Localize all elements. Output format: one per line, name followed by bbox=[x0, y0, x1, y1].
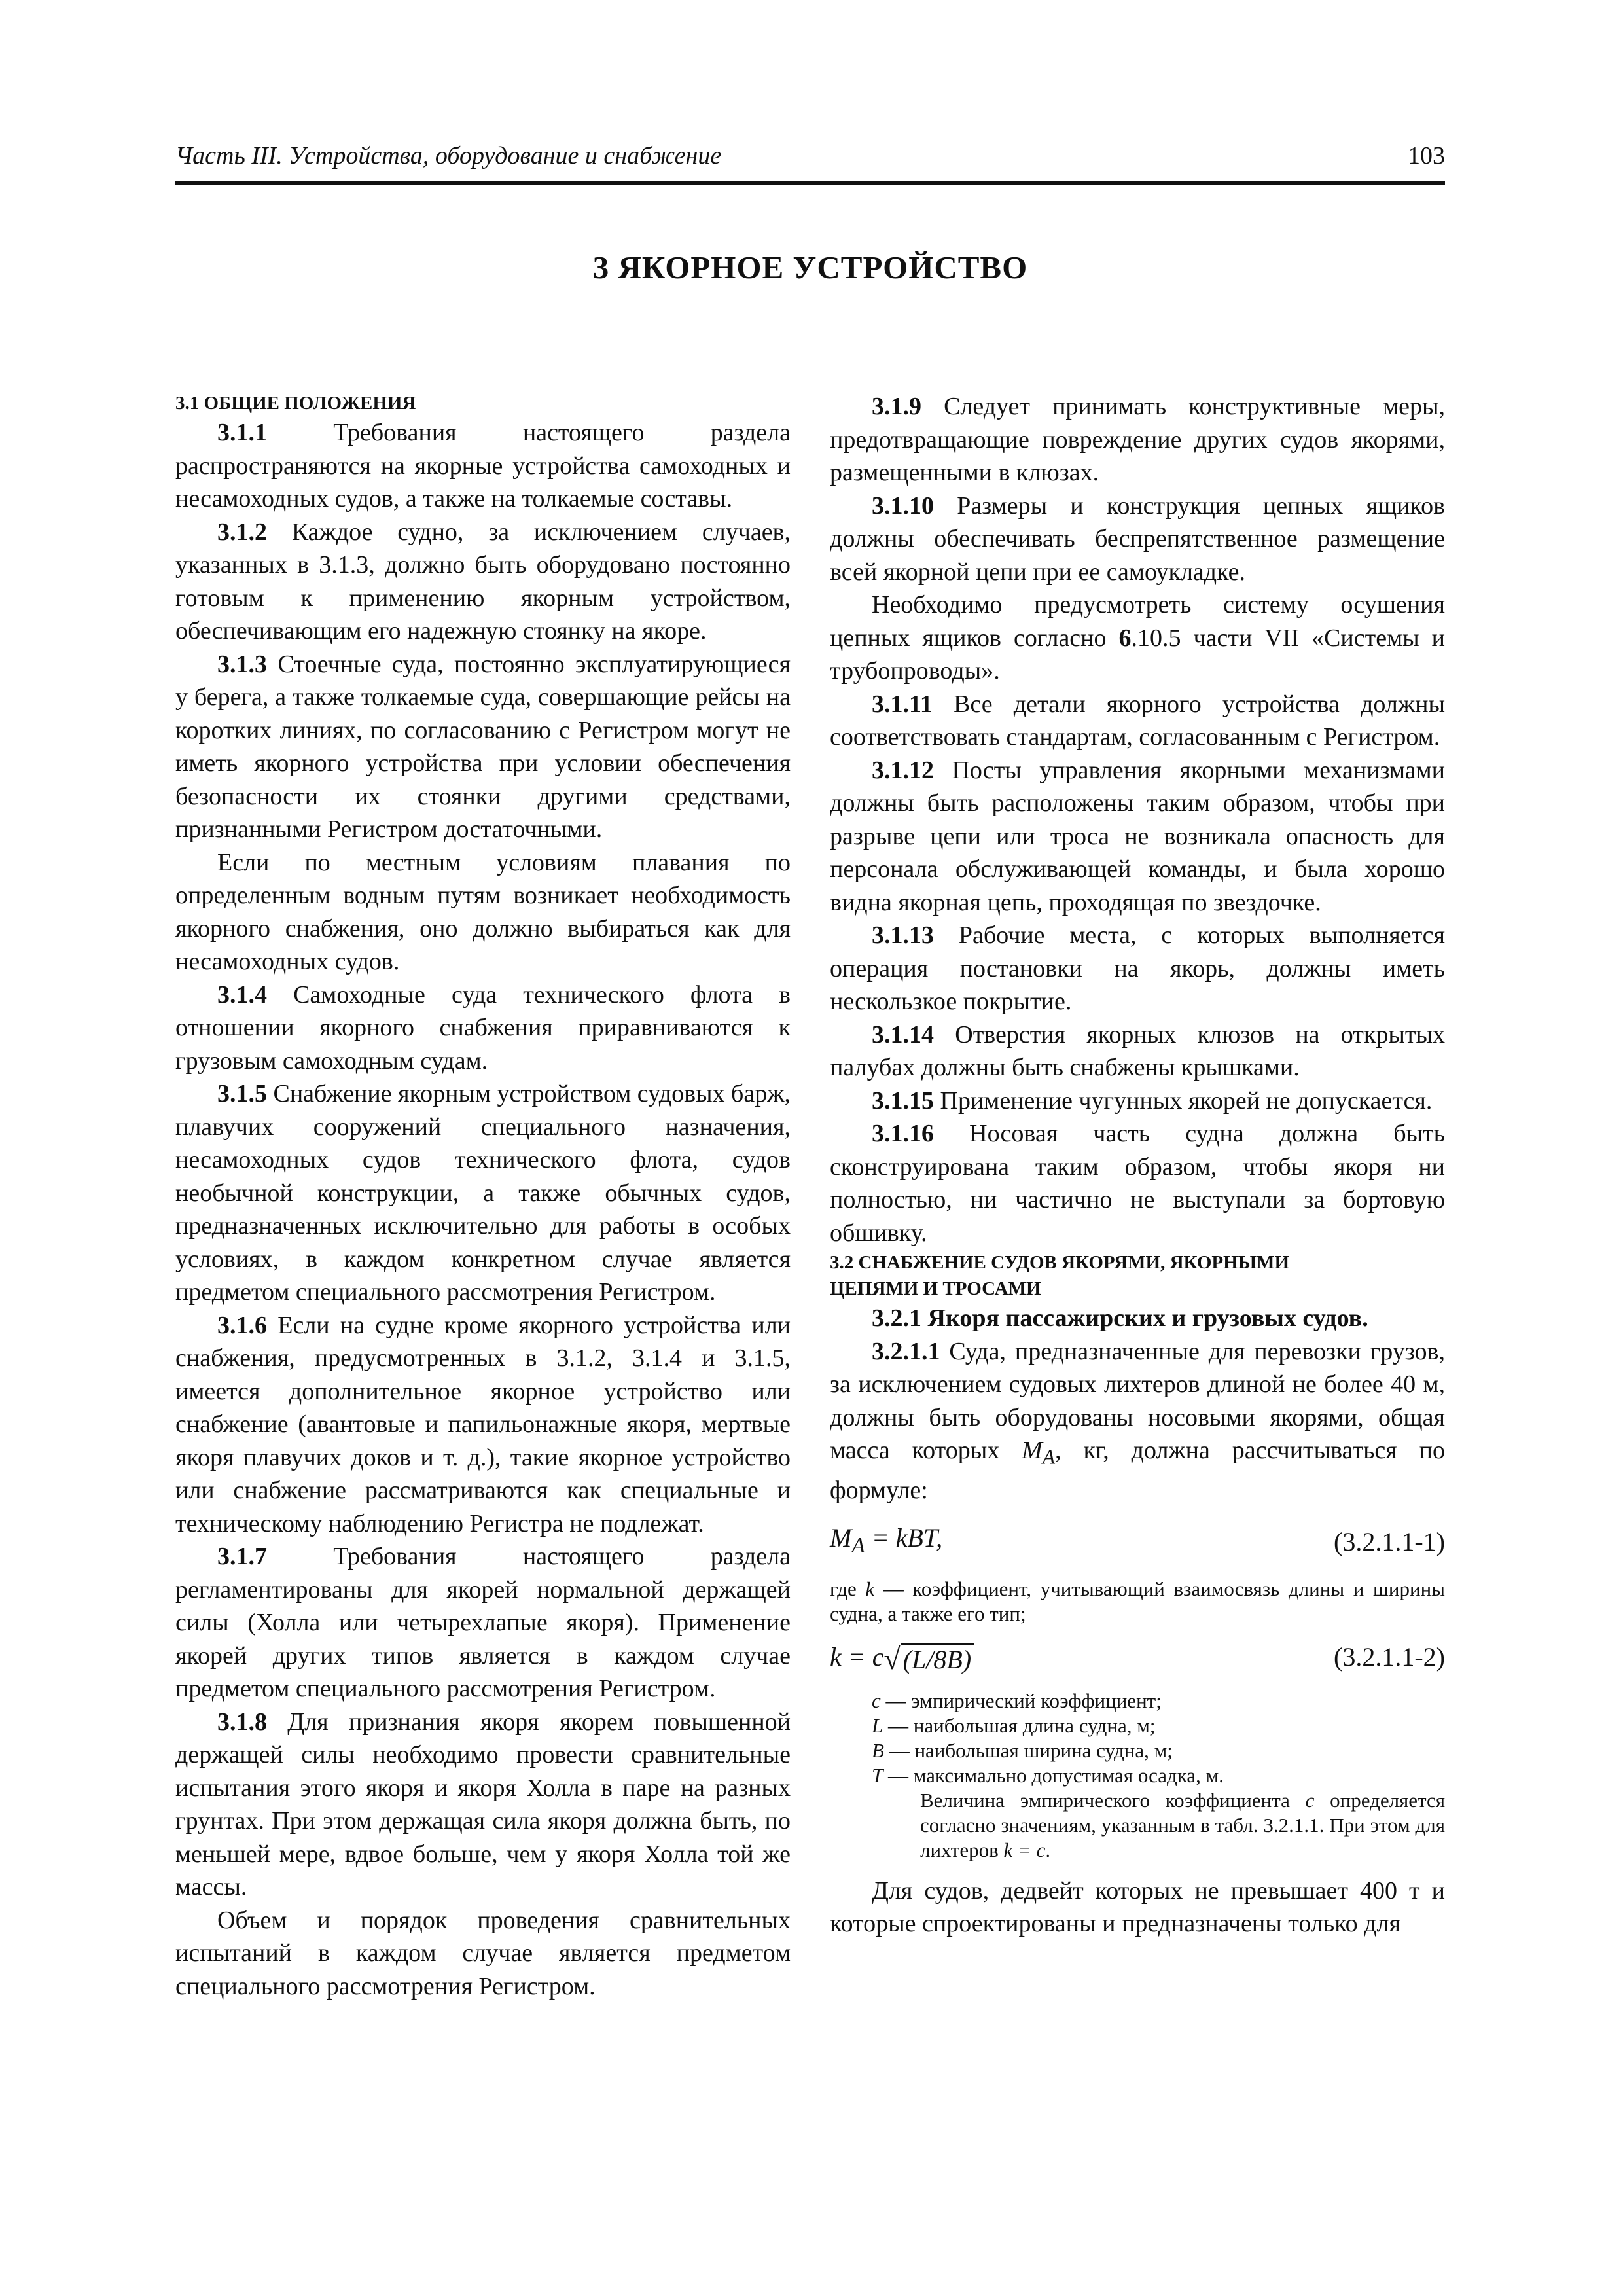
paragraph-3-1-8-cont: Объем и порядок проведения сравнительных испытаний в каждом случае является предметом специального рассмотрения Регистром. bbox=[175, 1906, 791, 2000]
definition-item: c — эмпирический коэффициент; bbox=[872, 1689, 1162, 1712]
right-column bbox=[830, 390, 1445, 1941]
section-heading-3-2: 3.2 СНАБЖЕНИЕ СУДОВ ЯКОРЯМИ, ЯКОРНЫМИ ЦЕПЯМИ И ТРОСАМИ bbox=[830, 1252, 1290, 1299]
paragraph-3-1-1: 3.1.1 Требования настоящего раздела распространяются на якорные устройства самоходных и несамоходных судов, а также на толкаемые составы. bbox=[175, 419, 791, 512]
coefficient-note: Величина эмпирического коэффициента c определяется согласно значениям, указанным в табл. 3.2.1.1. При этом для лихтеров k = c. bbox=[920, 1788, 1446, 1861]
clause-number: 3.1.9 bbox=[872, 393, 921, 420]
variable-definitions bbox=[872, 1689, 1445, 1863]
clause-number: 3.1.4 bbox=[217, 980, 267, 1009]
clause-number: 3.1.1 bbox=[217, 419, 267, 446]
paragraph-3-1-16: 3.1.16 Носовая часть судна должна быть сконструирована таким образом, чтобы якоря ни полностью, ни частично не выступали за бортовую обшивку. bbox=[830, 1120, 1445, 1247]
chapter-title: 3 ЯКОРНОЕ УСТРОЙСТВО bbox=[592, 249, 1028, 285]
definition-item: T — максимально допустимая осадка, м. bbox=[872, 1763, 1224, 1787]
definition-item: B — наибольшая ширина судна, м; bbox=[872, 1738, 1173, 1762]
clause-number: 3.1.10 bbox=[872, 492, 934, 520]
paragraph-3-1-14: 3.1.14 Отверстия якорных клюзов на открытых палубах должны быть снабжены крышками. bbox=[830, 1020, 1445, 1081]
paragraph-3-1-7: 3.1.7 Требования настоящего раздела регламентированы для якорей нормальной держащей силы (Холла или четырехлапые якоря). Применение якорей других типов является в каждом случае предметом специального рассмотрения Регистром. bbox=[175, 1543, 791, 1702]
paragraph-3-1-11: 3.1.11 Все детали якорного устройства должны соответствовать стандартам, согласованным с Регистром. bbox=[830, 690, 1445, 751]
clause-number: 3.1.3 bbox=[217, 650, 267, 678]
formula-expression: $M_A$ = kBT, bbox=[830, 1522, 943, 1558]
clause-number: 3.1.15 bbox=[872, 1086, 934, 1115]
clause-number: 3.1.5 bbox=[217, 1080, 267, 1107]
paragraph-3-1-3: 3.1.3 Стоечные суда, постоянно эксплуатирующиеся у берега, а также толкаемые суда, совершающие рейсы на коротких линиях, по согласованию с Регистром могут не иметь якорного устройства при условии обеспечения безопасности их стоянки другими средствами, признанными Регистром достаточными. bbox=[175, 650, 791, 843]
paragraph-3-1-6: 3.1.6 Если на судне кроме якорного устройства или снабжения, предусмотренных в 3.1.2, 3.1.4 и 3.1.5, имеется дополнительное якорное устройство или снабжение (авантовые и папильонажные якоря, мертвые якоря плавучих доков и т. д.), такие якорное устройство или снабжение рассматриваются как специальные и техническому наблюдению Регистра не подлежат. bbox=[175, 1311, 791, 1537]
equation-number: (3.2.1.1-1) bbox=[1334, 1526, 1445, 1556]
paragraph-3-1-5: 3.1.5 Снабжение якорным устройством судовых барж, плавучих сооружений специального назначения, несамоходных судов технического флота, судов необычной конструкции, а также обычных судов, предназначенных исключительно для работы в особых условиях, в каждом конкретном случае является предметом специального рассмотрения Регистром. bbox=[175, 1080, 791, 1306]
clause-number: 3.1.14 bbox=[872, 1020, 934, 1049]
paragraph-3-1-4: 3.1.4 Самоходные суда технического флота в отношении якорного снабжения приравниваются к грузовым самоходным судам. bbox=[175, 980, 791, 1075]
formula-expression: k = c √ (L/8B) bbox=[830, 1641, 974, 1674]
clause-number: 3.1.16 bbox=[872, 1120, 934, 1147]
left-column bbox=[175, 390, 791, 2003]
paragraph-3-1-13: 3.1.13 Рабочие места, с которых выполняется операция постановки на якорь, должны иметь нескользкое покрытие. bbox=[830, 922, 1445, 1015]
paragraph-deadweight: Для судов, дедвейт которых не превышает 400 т и которые спроектированы и предназначены только для bbox=[830, 1876, 1445, 1938]
cross-reference: 6 bbox=[1118, 624, 1132, 652]
variable-ma: $M_A$ bbox=[1022, 1437, 1056, 1469]
paragraph-3-1-2: 3.1.2 Каждое судно, за исключением случаев, указанных в 3.1.3, должно быть оборудовано постоянно готовым к применению якорным устройством, обеспечивающим его надежную стоянку на якоре. bbox=[175, 518, 791, 645]
clause-number: 3.1.8 bbox=[217, 1708, 267, 1736]
paragraph-3-1-9: 3.1.9 Следует принимать конструктивные меры, предотвращающие повреждение других судов якорями, размещенными в клюзах. bbox=[830, 393, 1445, 486]
paragraph-3-1-3-cont: Если по местным условиям плавания по определенным водным путям возникает необходимость якорного снабжения, оно должно выбираться как для несамоходных судов. bbox=[175, 848, 791, 975]
header-title: Часть III. Устройства, оборудование и снабжение bbox=[175, 142, 722, 170]
formula-3-2-1-1-2 bbox=[830, 1641, 1445, 1674]
paragraph-3-2-1-1: 3.2.1.1 Суда, предназначенные для перевозки грузов, за исключением судовых лихтеров длиной не более 40 м, должны быть оборудованы носовыми якорями, общая масса которых $M_A$, кг, должна рассчитываться по формуле: bbox=[830, 1337, 1446, 1505]
paragraph-3-1-8: 3.1.8 Для признания якоря якорем повышенной держащей силы необходимо провести сравнительные испытания этого якоря и якоря Холла в паре на разных грунтах. При этом держащая сила якоря должна быть, по меньшей мере, вдвое больше, чем у якоря Холла той же массы. bbox=[175, 1708, 791, 1901]
section-heading-3-1: 3.1 ОБЩИЕ ПОЛОЖЕНИЯ bbox=[175, 393, 416, 414]
subheading-3-2-1: 3.2.1 Якоря пассажирских и грузовых судов. bbox=[872, 1304, 1368, 1332]
equation-number: (3.2.1.1-2) bbox=[1334, 1642, 1445, 1672]
paragraph-3-1-15: 3.1.15 Применение чугунных якорей не допускается. bbox=[872, 1086, 1433, 1115]
clause-number: 3.1.12 bbox=[872, 756, 934, 784]
formula-where-clause: где k — коэффициент, учитывающий взаимосвязь длины и ширины судна, а также его тип; bbox=[830, 1577, 1446, 1626]
clause-number: 3.1.11 bbox=[872, 690, 933, 718]
clause-number: 3.1.13 bbox=[872, 922, 934, 949]
clause-number: 3.2.1.1 bbox=[872, 1337, 940, 1365]
clause-number: 3.1.2 bbox=[217, 518, 267, 546]
paragraph-3-1-12: 3.1.12 Посты управления якорными механизмами должны быть расположены таким образом, чтобы при разрыве цепи или троса не возникала опасность для персонала обслуживающей команды, и была хорошо видна якорная цепь, проходящая по звездочке. bbox=[830, 756, 1446, 916]
formula-3-2-1-1-1 bbox=[830, 1522, 1445, 1563]
clause-number: 3.1.6 bbox=[217, 1311, 267, 1339]
paragraph-3-1-10-cont: Необходимо предусмотреть систему осушения цепных ящиков согласно 6.10.5 части VII «Системы и трубопроводы». bbox=[830, 591, 1445, 685]
page-number: 103 bbox=[1408, 142, 1445, 170]
sqrt-icon: √ bbox=[883, 1641, 901, 1676]
running-header bbox=[175, 139, 1445, 185]
clause-number: 3.1.7 bbox=[217, 1543, 267, 1570]
definition-item: L — наибольшая длина судна, м; bbox=[872, 1713, 1156, 1737]
paragraph-3-1-10: 3.1.10 Размеры и конструкция цепных ящиков должны обеспечивать беспрепятственное размещение всей якорной цепи при ее самоукладке. bbox=[830, 492, 1446, 586]
